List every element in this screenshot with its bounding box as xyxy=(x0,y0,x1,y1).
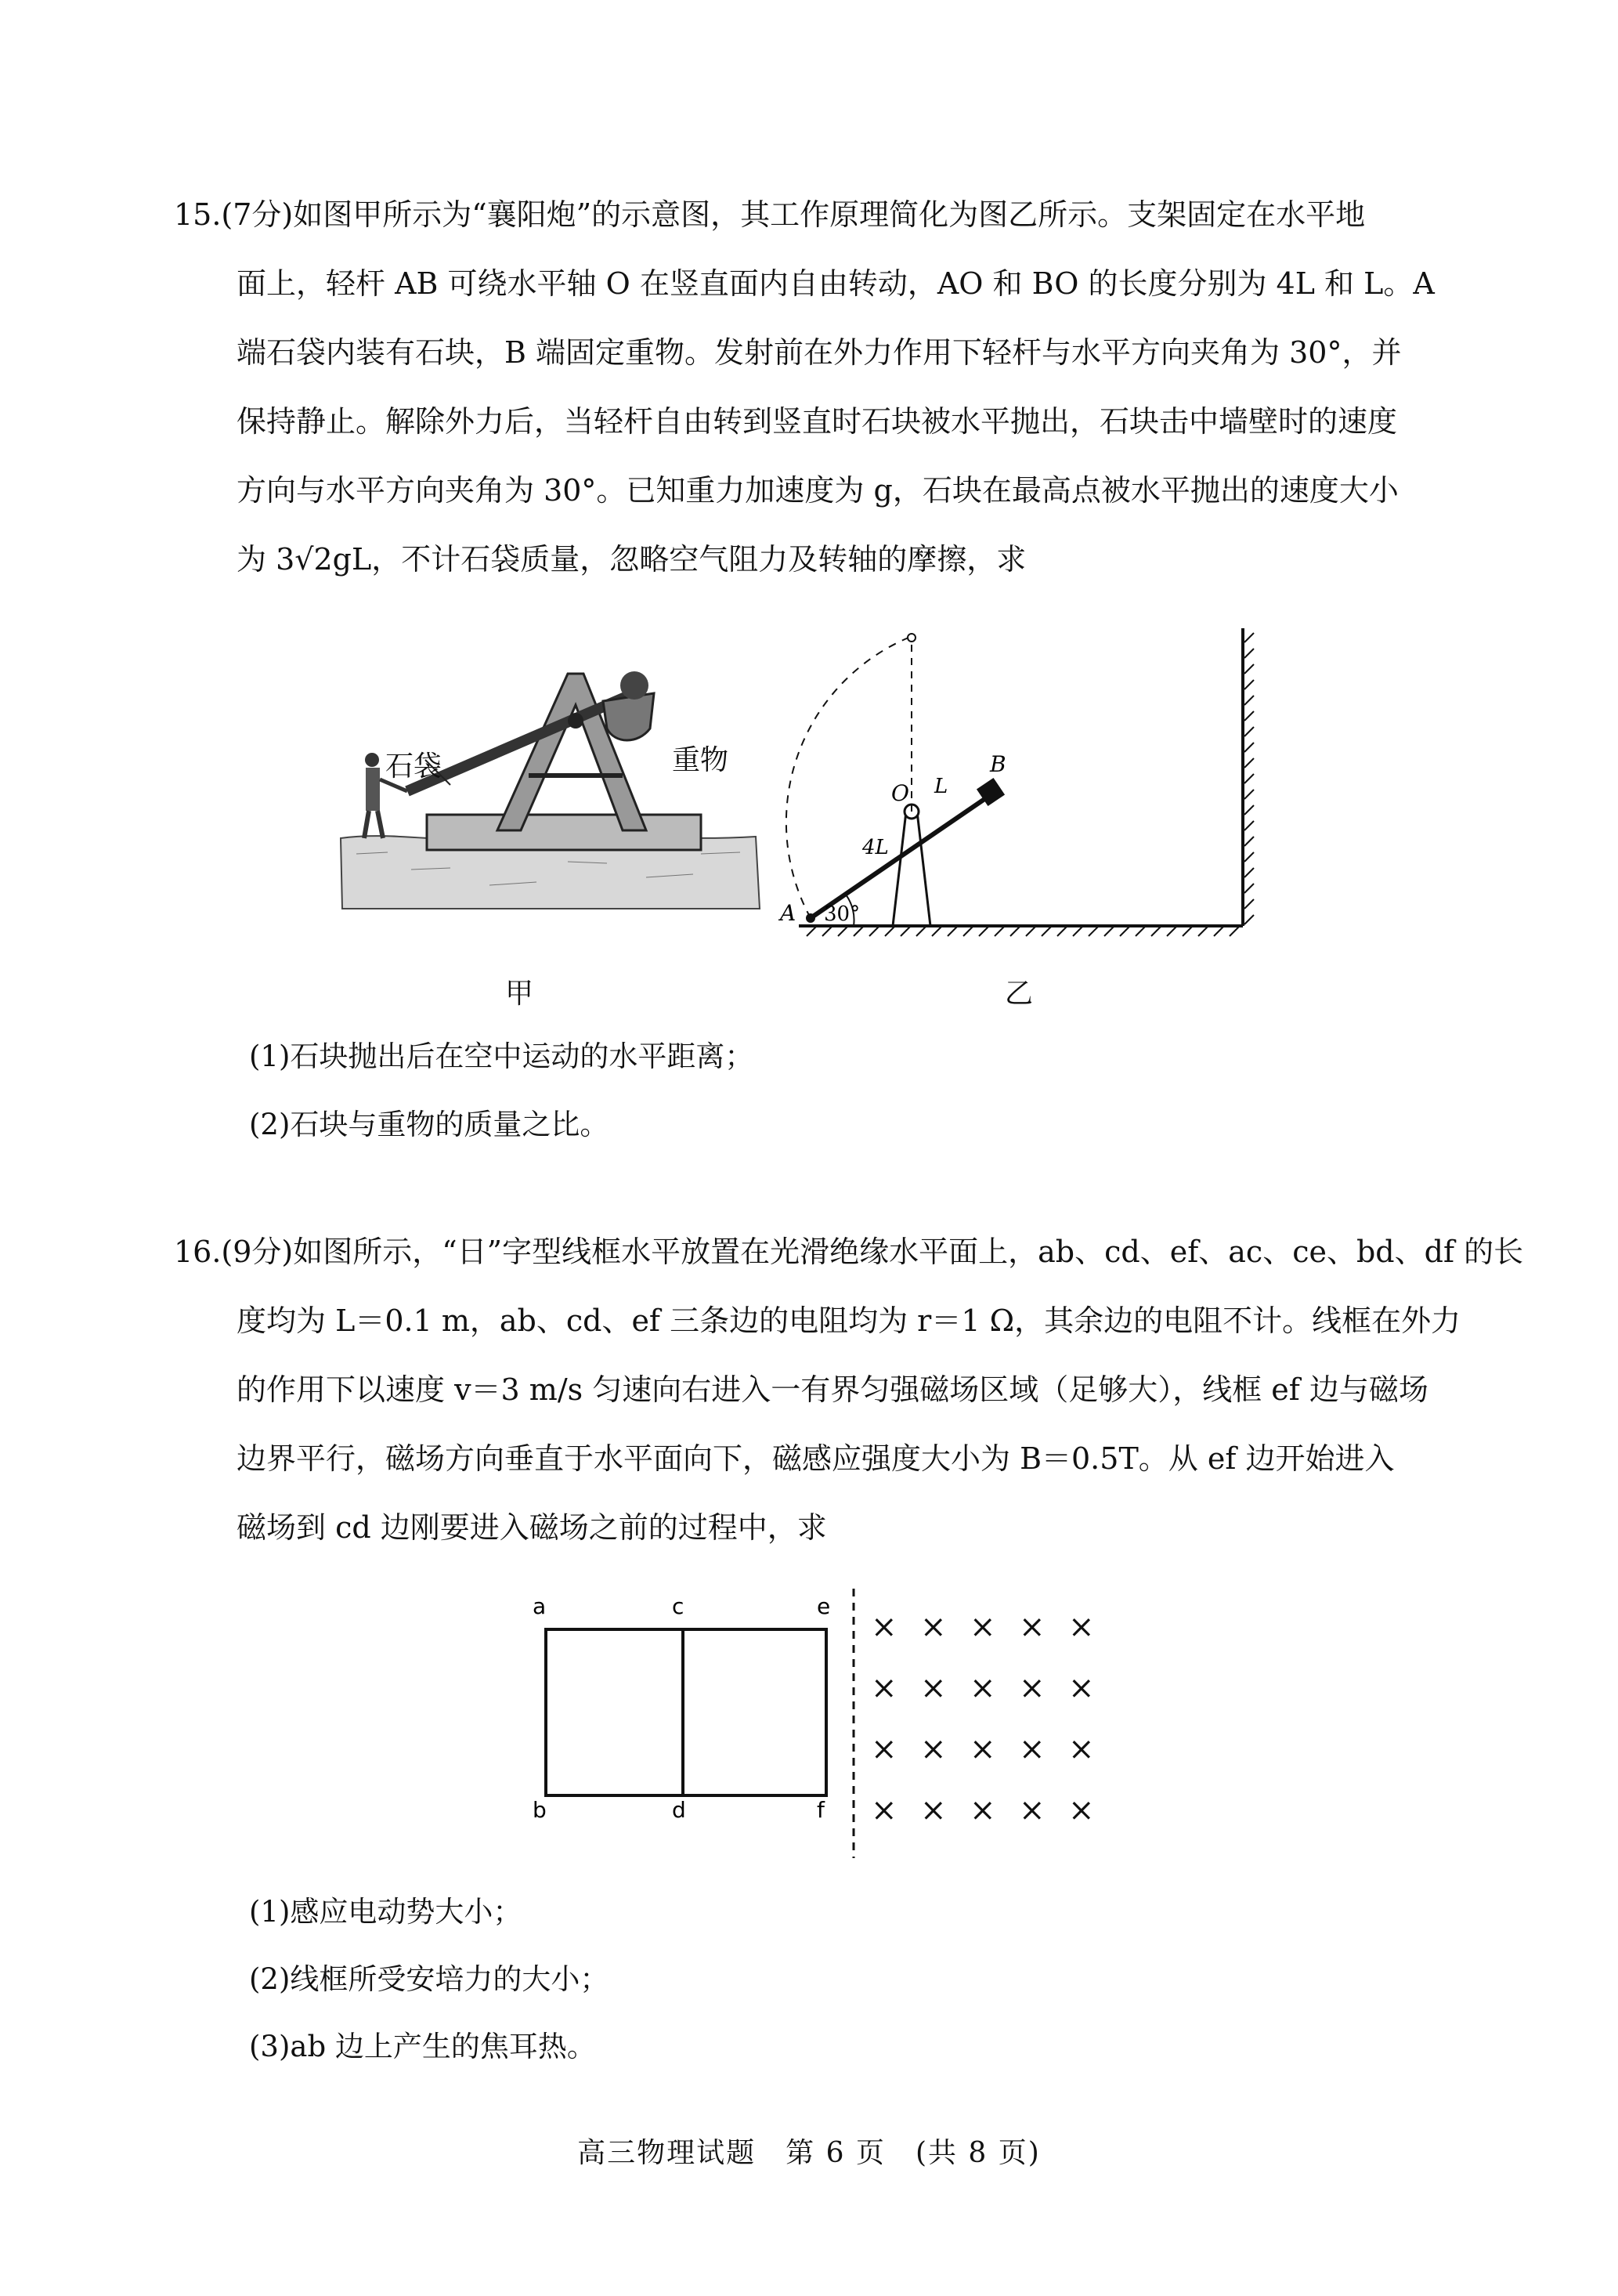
svg-text:×: × xyxy=(1068,1731,1095,1767)
figure-yi-diagram xyxy=(775,619,1261,940)
svg-text:×: × xyxy=(871,1792,897,1828)
problem-16-question-1: (1)感应电动势大小； xyxy=(249,1895,522,1929)
problem-16-line-1: 16.(9分)如图所示，“日”字型线框水平放置在光滑绝缘水平面上，ab、cd、ef、ac、ce、bd、df 的长 xyxy=(174,1235,1524,1269)
label-length-ao: 4L xyxy=(862,836,889,859)
problem-15-line-6: 为 3√2gL，不计石袋质量，忽略空气阻力及转轴的摩擦，求 xyxy=(237,542,1027,577)
svg-text:×: × xyxy=(970,1792,996,1828)
svg-text:×: × xyxy=(1019,1609,1046,1645)
label-corner-e: e xyxy=(817,1593,831,1619)
svg-text:×: × xyxy=(1019,1731,1046,1767)
label-corner-f: f xyxy=(817,1797,825,1823)
figure-jia-caption: 甲 xyxy=(505,978,534,1010)
magnetic-field-crosses xyxy=(871,1609,1095,1828)
label-stone-bag: 石袋 xyxy=(385,750,442,783)
svg-text:×: × xyxy=(1019,1792,1046,1828)
ground-hatching xyxy=(807,927,1239,936)
problem-16-question-2: (2)线框所受安培力的大小； xyxy=(249,1962,609,1996)
figure-wire-frame-magnetic-field xyxy=(517,1582,1128,1864)
problem-16-line-2: 度均为 L＝0.1 m，ab、cd、ef 三条边的电阻均为 r＝1 Ω，其余边的电阻不计。线框在外力 xyxy=(237,1303,1461,1338)
problem-16-question-3: (3)ab 边上产生的焦耳热。 xyxy=(249,2030,596,2063)
label-corner-b: b xyxy=(533,1797,547,1823)
problem-15-question-2: (2)石块与重物的质量之比。 xyxy=(249,1108,609,1141)
label-corner-a: a xyxy=(533,1593,547,1619)
label-length-bo: L xyxy=(934,775,948,798)
problem-15-line-1: 15.(7分)如图甲所示为“襄阳炮”的示意图，其工作原理简化为图乙所示。支架固定在水平地 xyxy=(174,197,1366,232)
label-corner-c: c xyxy=(672,1593,684,1619)
svg-text:×: × xyxy=(920,1731,947,1767)
problem-15-question-1: (1)石块抛出后在空中运动的水平距离； xyxy=(249,1040,754,1073)
problem-15-line-3: 端石袋内装有石块，B 端固定重物。发射前在外力作用下轻杆与水平方向夹角为 30°，并 xyxy=(237,335,1402,370)
problem-16-line-4: 边界平行，磁场方向垂直于水平面向下，磁感应强度大小为 B＝0.5T。从 ef 边开始进入 xyxy=(237,1441,1395,1476)
wall-hatching xyxy=(1244,633,1254,924)
label-counterweight: 重物 xyxy=(672,744,729,776)
label-point-b: B xyxy=(990,751,1006,777)
svg-text:×: × xyxy=(920,1792,947,1828)
problem-15-line-4: 保持静止。解除外力后，当轻杆自由转到竖直时石块被水平抛出，石块击中墙壁时的速度 xyxy=(237,404,1398,439)
svg-text:×: × xyxy=(871,1609,897,1645)
label-point-o: O xyxy=(891,780,909,806)
problem-16-text xyxy=(174,1217,1524,1562)
svg-text:×: × xyxy=(1068,1792,1095,1828)
label-point-a: A xyxy=(780,900,796,926)
problem-15-line-5: 方向与水平方向夹角为 30°。已知重力加速度为 g，石块在最高点被水平抛出的速度大小 xyxy=(237,473,1399,508)
page-footer: 高三物理试题 第 6 页 (共 8 页) xyxy=(577,2137,1041,2169)
problem-16-line-3: 的作用下以速度 v＝3 m/s 匀速向右进入一有界匀强磁场区域（足够大），线框 ef 边与磁场 xyxy=(237,1372,1428,1407)
svg-text:×: × xyxy=(1068,1609,1095,1645)
problem-15-text xyxy=(174,180,1443,594)
svg-text:×: × xyxy=(920,1609,947,1645)
svg-text:×: × xyxy=(1019,1670,1046,1706)
svg-text:×: × xyxy=(871,1670,897,1706)
svg-text:×: × xyxy=(970,1731,996,1767)
problem-15-line-2: 面上，轻杆 AB 可绕水平轴 O 在竖直面内自由转动，AO 和 BO 的长度分别为 4L 和 L。A xyxy=(237,266,1435,301)
figure-yi-caption: 乙 xyxy=(1005,978,1034,1010)
problem-16-line-5: 磁场到 cd 边刚要进入磁场之前的过程中，求 xyxy=(237,1510,827,1545)
label-angle: 30° xyxy=(824,902,861,926)
svg-text:×: × xyxy=(871,1731,897,1767)
label-corner-d: d xyxy=(672,1797,686,1823)
svg-text:×: × xyxy=(970,1609,996,1645)
svg-text:×: × xyxy=(970,1670,996,1706)
svg-text:×: × xyxy=(920,1670,947,1706)
svg-text:×: × xyxy=(1068,1670,1095,1706)
